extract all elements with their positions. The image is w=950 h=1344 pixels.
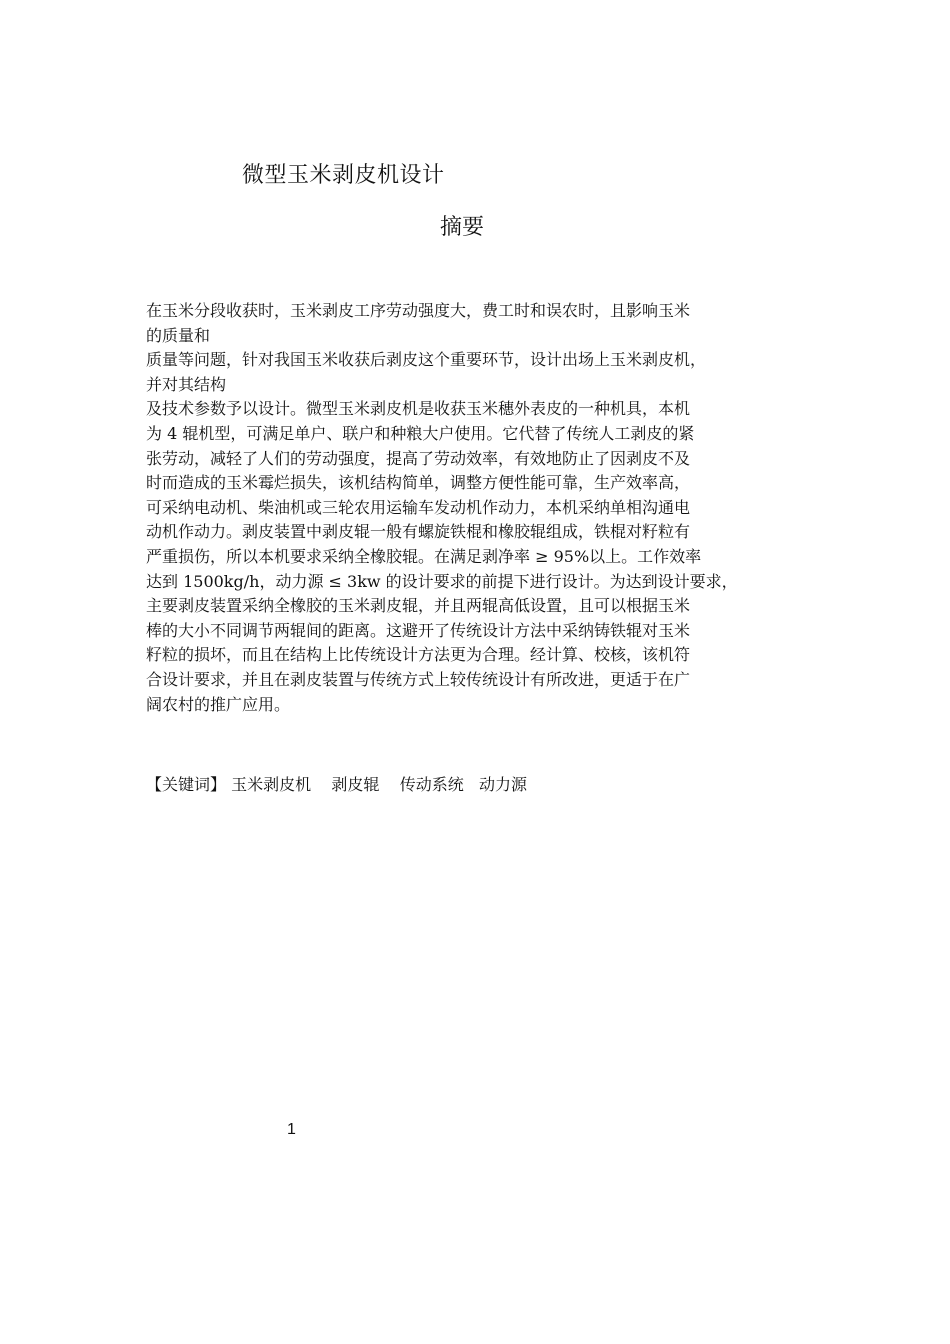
abstract-line: 在玉米分段收获时，玉米剥皮工序劳动强度大，费工时和误农时，且影响玉米: [146, 301, 691, 320]
abstract-body: [146, 299, 826, 717]
document-title: 微型玉米剥皮机设计: [242, 163, 445, 188]
abstract-line: 棒的大小不同调节两辊间的距离。这避开了传统设计方法中采纳铸铁辊对玉米: [146, 620, 691, 640]
abstract-line: 动机作动力。剥皮装置中剥皮辊一般有螺旋铁棍和橡胶辊组成，铁棍对籽粒有: [146, 522, 691, 542]
abstract-line: 并对其结构: [146, 374, 227, 394]
abstract-line: 阔农村的推广应用。: [146, 694, 291, 714]
abstract-line: 时而造成的玉米霉烂损失，该机结构简单，调整方便性能可靠，生产效率高，: [146, 473, 691, 493]
abstract-line: 籽粒的损坏，而且在结构上比传统设计方法更为合理。经计算、校核，该机符: [146, 645, 691, 665]
abstract-line: 张劳动，减轻了人们的劳动强度，提高了劳动效率，有效地防止了因剥皮不及: [146, 448, 691, 468]
abstract-heading: 摘要: [440, 215, 485, 240]
page-number: 1: [287, 1121, 296, 1138]
abstract-line: 质量等问题，针对我国玉米收获后剥皮这个重要环节，设计出场上玉米剥皮机，: [146, 350, 707, 370]
abstract-line: 达到 1500kg/h，动力源 ≤ 3kw 的设计要求的前提下进行设计。为达到设计要求，: [146, 571, 738, 591]
abstract-line: 的质量和: [146, 325, 211, 345]
keywords-line: 【关键词】 玉米剥皮机 剥皮辊 传动系统 动力源: [146, 775, 528, 794]
abstract-line: 及技术参数予以设计。微型玉米剥皮机是收获玉米穗外表皮的一种机具，本机: [146, 399, 691, 419]
abstract-line: 可采纳电动机、柴油机或三轮农用运输车发动机作动力，本机采纳单相沟通电: [146, 497, 691, 517]
abstract-line: 主要剥皮装置采纳全橡胶的玉米剥皮辊，并且两辊高低设置，且可以根据玉米: [146, 596, 691, 616]
abstract-line: 严重损伤，所以本机要求采纳全橡胶辊。在满足剥净率 ≥ 95%以上。工作效率: [146, 546, 702, 566]
abstract-line: 为 4 辊机型，可满足单户、联户和种粮大户使用。它代替了传统人工剥皮的紧: [146, 423, 695, 443]
abstract-line: 合设计要求，并且在剥皮装置与传统方式上较传统设计有所改进，更适于在广: [146, 669, 691, 689]
